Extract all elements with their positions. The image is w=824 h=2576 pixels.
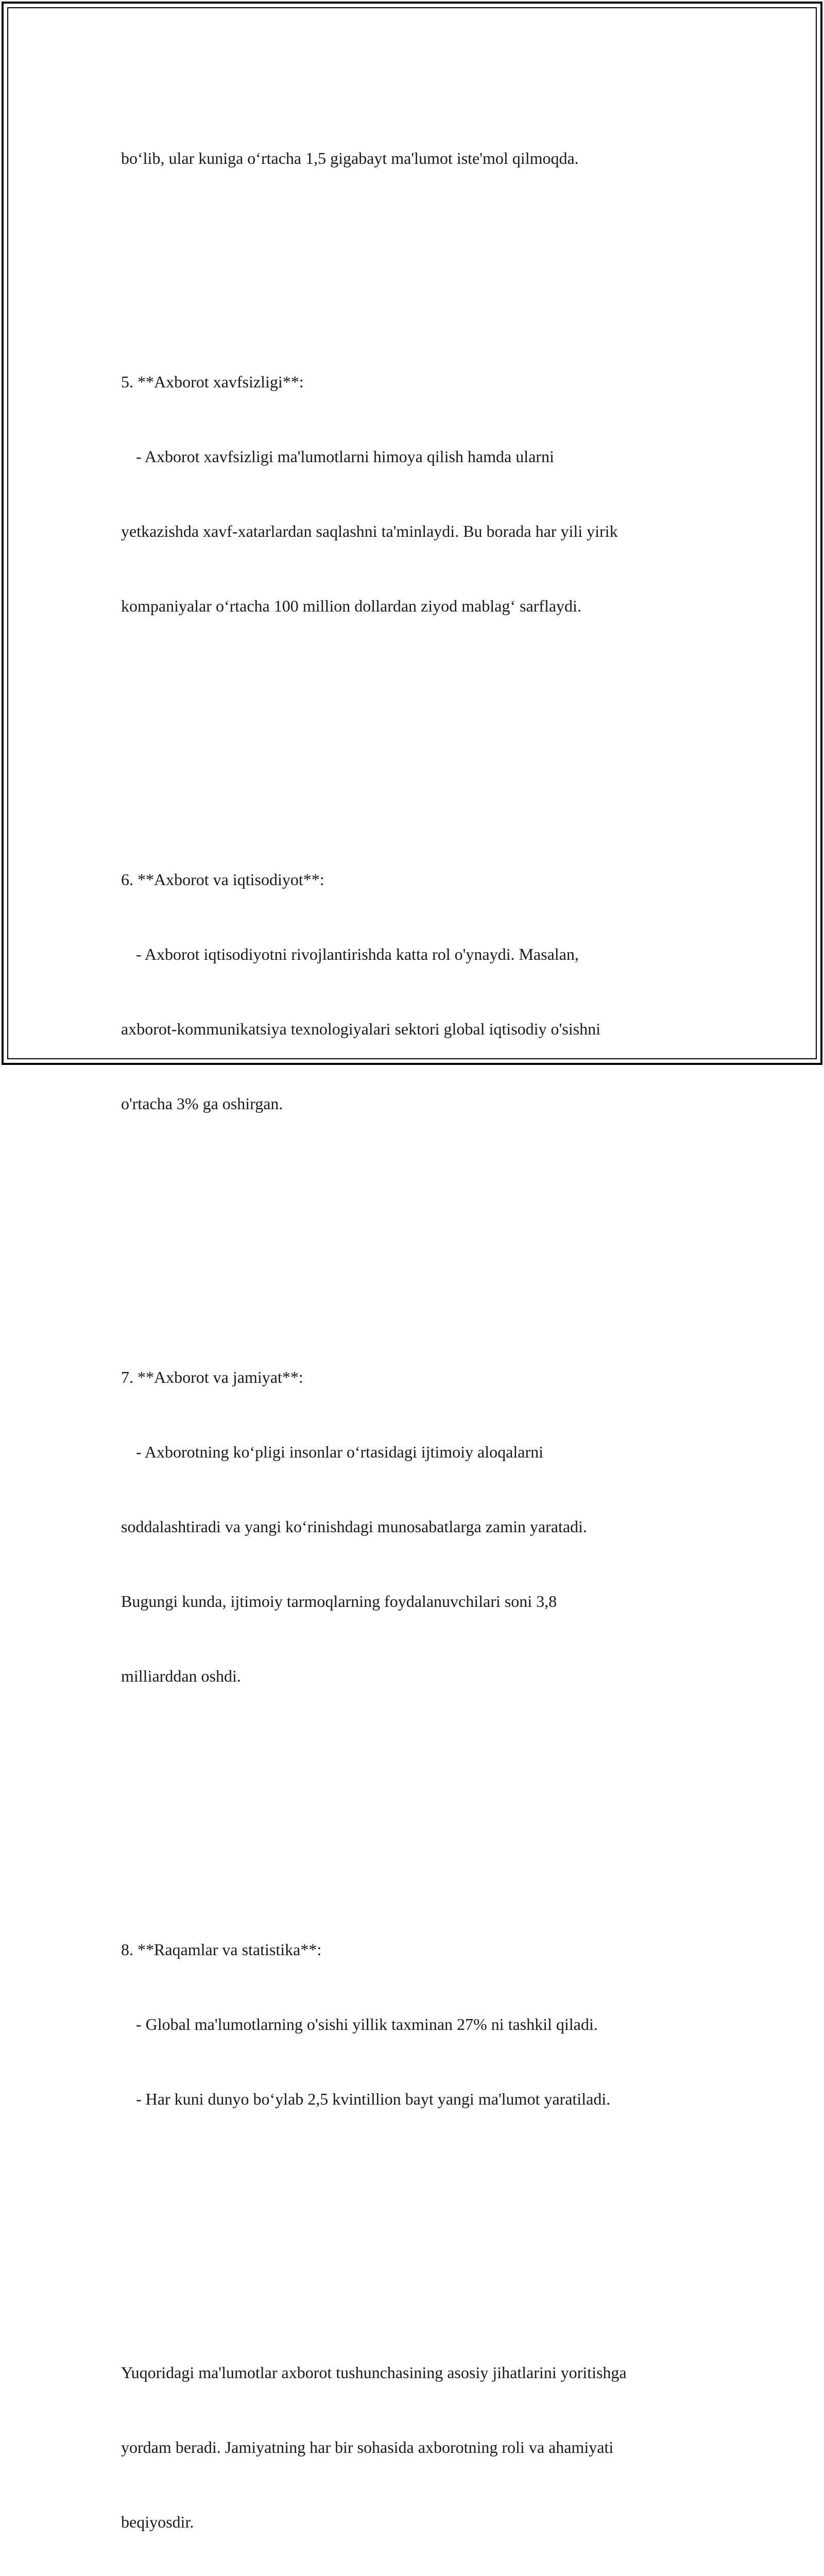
paragraph-gap [121,220,718,245]
section-heading: 5. **Axborot xavfsizligi**: [121,372,304,392]
section-line: Bugungi kunda, ijtimoiy tarmoqlarning foydalanuvchilari soni 3,8 [121,1591,557,1611]
section-security [121,320,718,668]
paragraph-gap [121,2211,718,2235]
section-society [121,1315,718,1738]
section-heading: 7. **Axborot va jamiyat**: [121,1368,303,1387]
section-heading: 6. **Axborot va iqtisodiyot**: [121,870,324,889]
section-statistics [121,1887,718,2161]
conclusion-line: yordam beradi. Jamiyatning har bir sohasida axborotning roli va ahamiyati [121,2437,614,2456]
section-line: yetkazishda xavf-xatarlardan saqlashni ta'minlaydi. Bu borada har yili yirik [121,522,618,541]
paragraph-gap [121,1788,718,1812]
section-line: - Axborot xavfsizligi ma'lumotlarni himoya qilish hamda ularni [136,447,554,466]
paragraph-gap [121,1215,718,1240]
section-line: o'rtacha 3% ga oshirgan. [121,1094,283,1113]
section-heading: 8. **Raqamlar va statistika**: [121,1940,322,1959]
section-line: - Axborotning ko‘pligi insonlar o‘rtasidagi ijtimoiy aloqalarni [136,1443,543,1462]
section-line: axborot-kommunikatsiya texnologiyalari sektori global iqtisodiy o'sishni [121,1019,600,1038]
intro-line: bo‘lib, ular kuniga o‘rtacha 1,5 gigabayt ma'lumot iste'mol qilmoqda. [121,148,579,167]
conclusion-paragraph [121,2310,718,2576]
section-line: - Global ma'lumotlarning o'sishi yillik taxminan 27% ni tashkil qiladi. [136,2014,598,2033]
conclusion-line: beqiyosdir. [121,2512,194,2531]
section-line: - Har kuni dunyo bo‘ylab 2,5 kvintillion bayt yangi ma'lumot yaratiladi. [136,2089,611,2108]
section-economy [121,818,718,1166]
paragraph-gap [121,718,718,742]
section-line: milliarddan oshdi. [121,1666,241,1685]
document-body [121,96,718,2576]
section-line: soddalashtiradi va yangi ko‘rinishdagi munosabatlarga zamin yaratadi. [121,1517,587,1536]
section-line: kompaniyalar o‘rtacha 100 million dollardan ziyod mablag‘ sarflaydi. [121,596,581,615]
section-line: - Axborot iqtisodiyotni rivojlantirishda katta rol o'ynaydi. Masalan, [136,945,579,964]
conclusion-line: Yuqoridagi ma'lumotlar axborot tushunchasining asosiy jihatlarini yoritishga [121,2363,627,2382]
